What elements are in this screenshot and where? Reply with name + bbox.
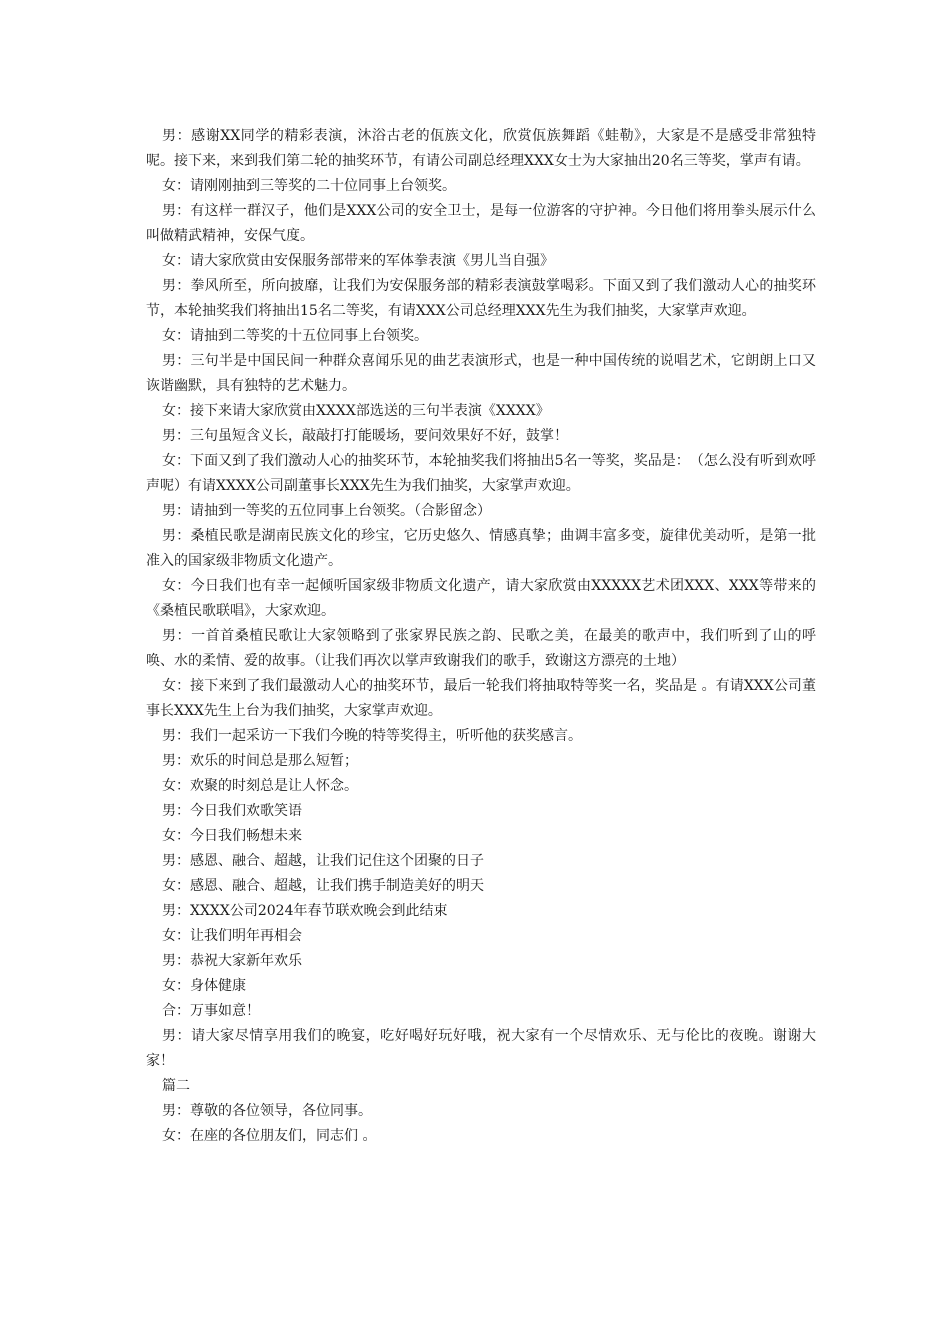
paragraph: 女：今日我们也有幸一起倾听国家级非物质文化遗产，请大家欣赏由XXXXX艺术团XXX、XXX等带来的《桑植民歌联唱》，大家欢迎。	[146, 578, 816, 619]
paragraph: 男：请抽到一等奖的五位同事上台领奖。（合影留念）	[162, 503, 491, 519]
paragraph: 男：有这样一群汉子，他们是XXX公司的安全卫士，是每一位游客的守护神。今日他们将用拳头展示什么叫做精武精神，安保气度。	[146, 203, 816, 244]
paragraph: 男：一首首桑植民歌让大家领略到了张家界民族之韵、民歌之美，在最美的歌声中，我们听到了山的呼唤、水的柔情、爱的故事。（让我们再次以掌声致谢我们的歌手，致谢这方漂亮的土地）	[146, 628, 816, 669]
paragraph: 女：接下来请大家欣赏由XXXX部选送的三句半表演《XXXX》	[162, 403, 550, 419]
paragraph: 合：万事如意！	[162, 1003, 260, 1019]
paragraph: 男：桑植民歌是湖南民族文化的珍宝，它历史悠久、情感真挚；曲调丰富多变，旋律优美动听，是第一批准入的国家级非物质文化遗产。	[146, 528, 816, 569]
paragraph: 女：感恩、融合、超越，让我们携手制造美好的明天	[162, 878, 484, 894]
paragraph: 女：下面又到了我们激动人心的抽奖环节，本轮抽奖我们将抽出5名一等奖，奖品是： （怎么没有听到欢呼声呢）有请XXXX公司副董事长XXX先生为我们抽奖，大家掌声欢迎。	[146, 453, 816, 494]
paragraph: 女：请刚刚抽到三等奖的二十位同事上台领奖。	[162, 178, 456, 194]
paragraph: 女：在座的各位朋友们，同志们 。	[162, 1128, 377, 1144]
document-body	[146, 124, 816, 1149]
paragraph: 女：身体健康	[162, 978, 246, 994]
section-heading: 篇二	[162, 1078, 190, 1094]
paragraph: 女：今日我们畅想未来	[162, 828, 302, 844]
paragraph: 女：欢聚的时刻总是让人怀念。	[162, 778, 358, 794]
paragraph: 男：感谢XX同学的精彩表演，沐浴古老的佤族文化，欣赏佤族舞蹈《蛙勒》，大家是不是感受非常独特呢。接下来，来到我们第二轮的抽奖环节，有请公司副总经理XXX女士为大家抽出20名三等奖，掌声有请。	[146, 128, 816, 169]
paragraph: 男：我们一起采访一下我们今晚的特等奖得主，听听他的获奖感言。	[162, 728, 582, 744]
paragraph: 男：三句半是中国民间一种群众喜闻乐见的曲艺表演形式，也是一种中国传统的说唱艺术，它朗朗上口又诙谐幽默，具有独特的艺术魅力。	[146, 353, 816, 394]
paragraph: 男：三句虽短含义长，敲敲打打能暖场，要问效果好不好，鼓掌！	[162, 428, 568, 444]
paragraph: 女：接下来到了我们最激动人心的抽奖环节，最后一轮我们将抽取特等奖一名，奖品是 。有请XXX公司董事长XXX先生上台为我们抽奖，大家掌声欢迎。	[146, 678, 816, 719]
paragraph: 男：恭祝大家新年欢乐	[162, 953, 302, 969]
paragraph: 男：欢乐的时间总是那么短暂；	[162, 753, 358, 769]
paragraph: 女：请大家欣赏由安保服务部带来的军体拳表演《男儿当自强》	[162, 253, 554, 269]
paragraph: 男：尊敬的各位领导，各位同事。	[162, 1103, 372, 1119]
paragraph: 男：感恩、融合、超越，让我们记住这个团聚的日子	[162, 853, 484, 869]
paragraph: 女：请抽到二等奖的十五位同事上台领奖。	[162, 328, 428, 344]
paragraph: 女：让我们明年再相会	[162, 928, 302, 944]
paragraph: 男：拳风所至，所向披靡，让我们为安保服务部的精彩表演鼓掌喝彩。下面又到了我们激动人心的抽奖环节，本轮抽奖我们将抽出15名二等奖，有请XXX公司总经理XXX先生为我们抽奖，大家掌声欢迎。	[146, 278, 816, 319]
paragraph: 男：XXXX公司2024年春节联欢晚会到此结束	[162, 903, 448, 919]
paragraph: 男：今日我们欢歌笑语	[162, 803, 302, 819]
paragraph: 男：请大家尽情享用我们的晚宴，吃好喝好玩好哦，祝大家有一个尽情欢乐、无与伦比的夜晚。谢谢大家！	[146, 1028, 816, 1069]
